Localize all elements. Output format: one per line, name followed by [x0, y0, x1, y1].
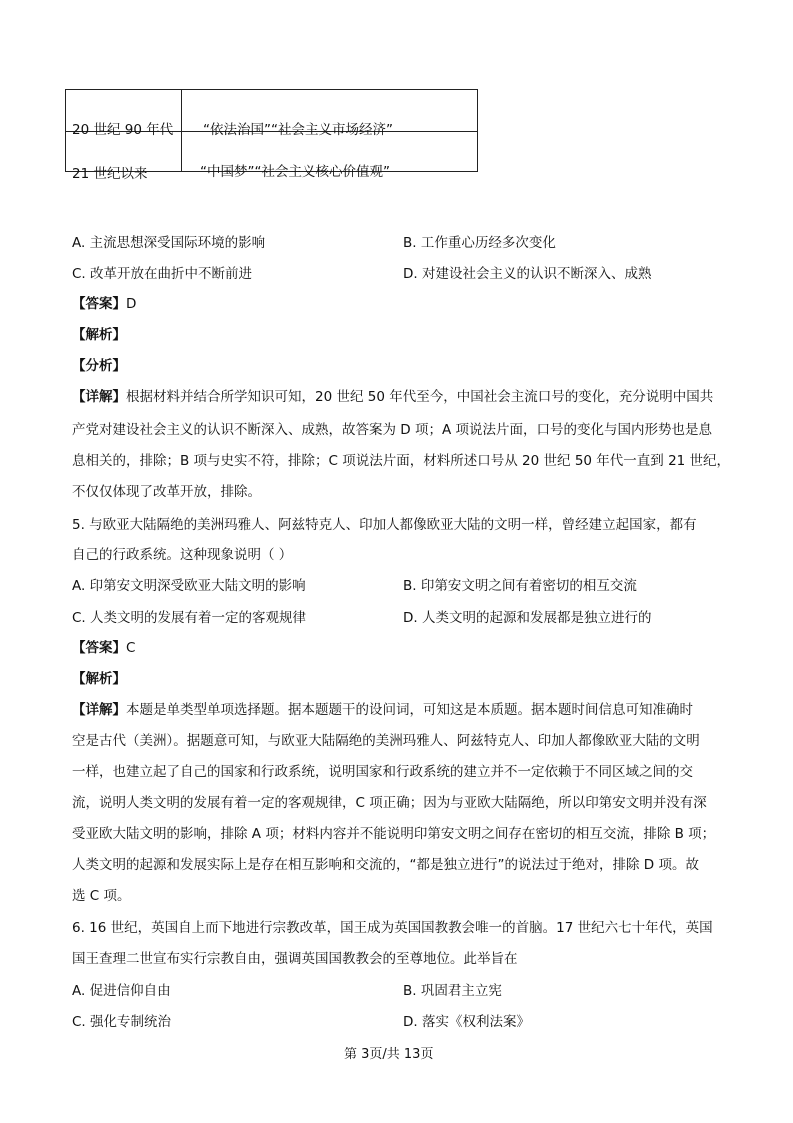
q5-option-a: A. 印第安文明深受欧亚大陆文明的影响 — [72, 578, 306, 594]
q6-option-b: B. 巩固君主立宪 — [403, 983, 502, 999]
q5-option-c: C. 人类文明的发展有着一定的客观规律 — [72, 610, 307, 626]
answer-label: 【答案】 — [72, 640, 126, 656]
q5-detail-line: 选 C 项。 — [72, 888, 131, 904]
q5-answer — [72, 636, 135, 656]
q5-option-d: D. 人类文明的起源和发展都是独立进行的 — [403, 610, 652, 626]
q5-detail-line — [72, 698, 693, 718]
detail-label: 【详解】 — [72, 389, 126, 405]
q4-fenxi-label: 【分析】 — [72, 358, 126, 374]
q4-detail-line: 产党对建设社会主义的认识不断深入、成熟，故答案为 D 项；A 项说法片面，口号的变化与国内形势也是息 — [72, 422, 713, 438]
page-number: 第 3页/共 13页 — [344, 1047, 434, 1062]
table-cell-era: 20 世纪 90 年代 — [72, 122, 174, 138]
q5-detail-line: 空是古代（美洲）。据题意可知，与欧亚大陆隔绝的美洲玛雅人、阿兹特克人、印加人都像欧亚大陆的文明 — [72, 733, 700, 749]
answer-value: D — [126, 296, 137, 312]
q4-detail-line: 息相关的，排除；B 项与史实不符，排除；C 项说法片面，材料所述口号从 20 世纪 50 年代一直到 21 世纪， — [72, 453, 731, 469]
q5-analysis-label: 【解析】 — [72, 671, 126, 687]
q4-option-b: B. 工作重心历经多次变化 — [403, 235, 556, 251]
q4-analysis-label: 【解析】 — [72, 327, 126, 343]
table-cell-slogans: “中国梦”“社会主义核心价值观” — [200, 164, 390, 180]
answer-value: C — [126, 640, 136, 656]
answer-label: 【答案】 — [72, 296, 126, 312]
q5-option-b: B. 印第安文明之间有着密切的相互交流 — [403, 578, 637, 594]
q6-stem: 6. 16 世纪，英国自上而下地进行宗教改革，国王成为英国国教教会唯一的首脑。17 世纪六七十年代，英国 — [72, 920, 713, 936]
q4-option-c: C. 改革开放在曲折中不断前进 — [72, 266, 253, 282]
q5-detail-line: 流，说明人类文明的发展有着一定的客观规律，C 项正确；因为与亚欧大陆隔绝，所以印第安文明并没有深 — [72, 795, 707, 811]
table-cell-era: 21 世纪以来 — [72, 166, 148, 182]
q6-option-a: A. 促进信仰自由 — [72, 983, 171, 999]
q4-detail-line — [72, 385, 713, 405]
q4-detail-line: 不仅仅体现了改革开放，排除。 — [72, 484, 261, 500]
detail-text: 本题是单类型单项选择题。据本题题干的设问词，可知这是本质题。据本题时间信息可知准确时 — [126, 702, 693, 718]
q5-detail-line: 一样，也建立起了自己的国家和行政系统，说明国家和行政系统的建立并不一定依赖于不同区域之间的交 — [72, 764, 693, 780]
q4-answer — [72, 292, 136, 312]
q5-stem: 自己的行政系统。这种现象说明（ ） — [72, 547, 293, 563]
q5-detail-line: 受亚欧大陆文明的影响，排除 A 项；材料内容并不能说明印第安文明之间存在密切的相互交流，排除 B 项； — [72, 826, 716, 842]
detail-text: 根据材料并结合所学知识可知，20 世纪 50 年代至今，中国社会主流口号的变化，充分说明中国共 — [126, 389, 714, 405]
q6-option-c: C. 强化专制统治 — [72, 1014, 172, 1030]
q6-stem: 国王查理二世宣布实行宗教自由，强调英国国教教会的至尊地位。此举旨在 — [72, 951, 518, 967]
detail-label: 【详解】 — [72, 702, 126, 718]
q4-option-a: A. 主流思想深受国际环境的影响 — [72, 235, 266, 251]
table-cell-slogans: “依法治国”“社会主义市场经济” — [203, 122, 393, 138]
q6-option-d: D. 落实《权利法案》 — [403, 1014, 530, 1030]
q5-detail-line: 人类文明的起源和发展实际上是存在相互影响和交流的，“都是独立进行”的说法过于绝对，排除 D 项。故 — [72, 857, 699, 873]
q4-option-d: D. 对建设社会主义的认识不断深入、成熟 — [403, 266, 652, 282]
q5-stem: 5. 与欧亚大陆隔绝的美洲玛雅人、阿兹特克人、印加人都像欧亚大陆的文明一样，曾经建立起国家，都有 — [72, 517, 697, 533]
